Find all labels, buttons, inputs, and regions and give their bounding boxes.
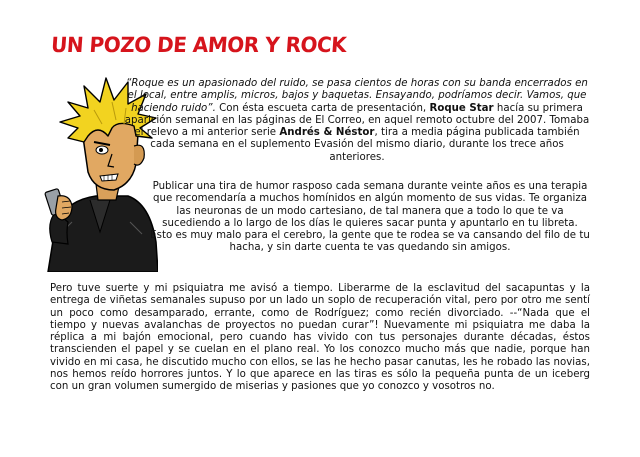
psychiatrist-paragraph: Pero tuve suerte y mi psiquiatra me avisó a tiempo. Liberarme de la esclavitud del sacapuntas y la entrega de viñetas semanales supuso por un lado un soplo de recuperación vital, pero por otro me sentí un poco como desamparado, errante, como de Rodríguez; como recién divorciado. --“Nada que el tiempo y nuevas avalanchas de proyectos no puedan curar”! Nuevamente mi psiquiatra me daba la réplica a mi bajón emocional, pero cuando has vivido con tus personajes durante décadas, éstos transcienden el papel y se cuelan en el plano real. Yo los conozco mucho más que nadie, porque han vivido en mi casa, he discutido mucho con ellos, se las he hecho pasar canutas, les he robado las novias, nos hemos reído horrores juntos. Y lo que aparece en las tiras es sólo la pequeña punta de un iceberg con un gran volumen sumergido de miserias y pasiones que yo conozco y vosotros no. [50, 283, 590, 393]
roque-quote: “Roque es un apasionado del ruido, se pasa cientos de horas con su banda encerrados en el local, entre amplis, micros, bajos y baquetas. Ensayando, podríamos decir. Vamos, que haciendo ruido”. [126, 78, 588, 114]
page-title: UN POZO DE AMOR Y ROCK [50, 32, 348, 58]
intro-text-b: hacía su primera aparición semanal en las páginas de El Correo, en aquel remoto octubre del 2007. Tomaba el relevo a mi anterior serie [124, 102, 590, 139]
therapy-paragraph: Publicar una tira de humor rasposo cada semana durante veinte años es una terapia que recomendaría a muchos homínidos en algún momento de sus vidas. Te organiza las neuronas de un modo cartesiano, de tal manera que a todo lo que te va sucediendo a lo largo de los días le quieres sacar punta y apuntarlo en tu libreta. Esto es muy malo para el cerebro, la gente que te rodea se va cansando del filo de tu hacha, y sin darte cuenta te vas quedando sin amigos. [150, 181, 590, 254]
name-andres-nestor: Andrés & Néstor [279, 127, 375, 139]
intro-text-c: , tira a media página publicada también cada semana en el suplemento Evasión del mismo diario, durante los trece años anteriores. [150, 127, 580, 163]
name-roque-star: Roque Star [429, 102, 494, 114]
intro-text-a: Con ésta escueta carta de presentación, [215, 102, 430, 114]
intro-paragraph [124, 78, 590, 164]
